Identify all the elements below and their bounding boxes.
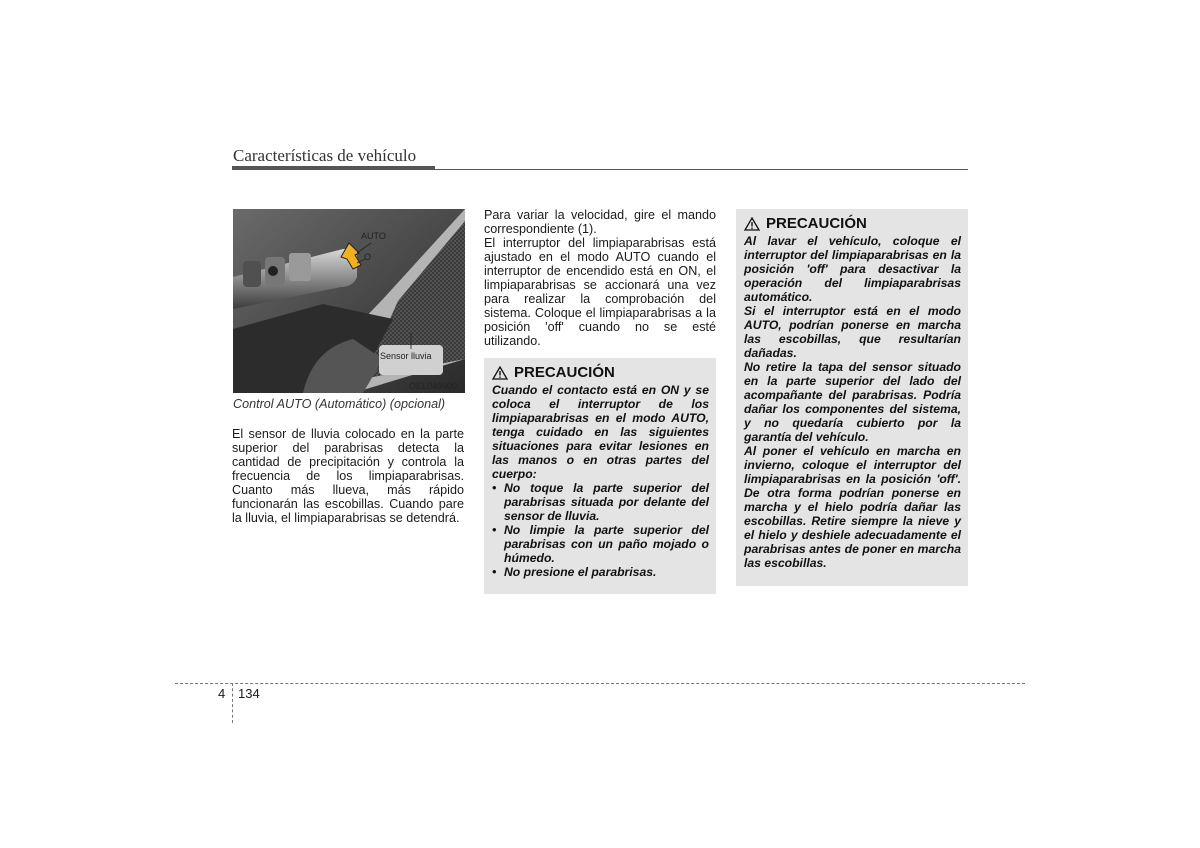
label-sensor: Sensor lluvia xyxy=(380,351,432,361)
column-1-body xyxy=(232,427,464,525)
auto-mode-paragraph: El interruptor del limpiaparabrisas está ajustado en el modo AUTO cuando el interruptor de encendido está en ON, el limpiaparabrisas se accionará una vez para realizar la comprobación del sistema. Coloque el limpiaparabrisas a la posición 'off' cuando no se esté utilizando. xyxy=(484,236,716,348)
chapter-number: 4 xyxy=(218,686,226,701)
caution-paragraph: Al poner el vehículo en marcha en invierno, coloque el interruptor del limpiaparabrisas en la posición 'off'. De otra forma podrían ponerse en marcha y el hielo podría dañar las escobillas. Retire siempre la nieve y el hielo y deshiele adecuadamente el parabrisas antes de poner en marcha las escobillas. xyxy=(744,444,961,570)
header-rule-thick xyxy=(232,166,435,170)
list-item: • No limpie la parte superior del parabrisas con un paño mojado o húmedo. xyxy=(492,523,709,565)
caution-title: PRECAUCIÓN xyxy=(744,217,961,231)
figure-code: OEL049900 xyxy=(409,381,458,391)
caution-list xyxy=(492,481,709,579)
warning-icon xyxy=(492,366,508,380)
caution-title: PRECAUCIÓN xyxy=(492,366,709,380)
caution-box-2 xyxy=(736,209,968,586)
column-2-body xyxy=(484,208,716,348)
wiper-illustration xyxy=(233,209,465,393)
label-auto: AUTO xyxy=(361,231,386,241)
caution-paragraph: Al lavar el vehículo, coloque el interruptor del limpiaparabrisas en la posición 'off' para desactivar la operación del limpiaparabrisas automático. xyxy=(744,234,961,304)
speed-paragraph: Para variar la velocidad, gire el mando correspondiente (1). xyxy=(484,208,716,236)
page-number: 134 xyxy=(238,686,260,701)
rain-sensor-paragraph: El sensor de lluvia colocado en la parte superior del parabrisas detecta la cantidad de precipitación y controla la frecuencia de los limpiaparabrisas. Cuanto más llueva, más rápido funcionarán las escobillas. Cuando pare la lluvia, el limpiaparabrisas se detendrá. xyxy=(232,427,464,525)
caution-paragraph: No retire la tapa del sensor situado en la parte superior del lado del acompañante del parabrisas. Podría dañar los componentes del sistema, y no quedaría cubierto por la garantía del vehículo. xyxy=(744,360,961,444)
wiper-sensor-figure xyxy=(233,209,465,393)
footer-divider xyxy=(232,683,233,723)
page-title: Características de vehículo xyxy=(233,146,417,165)
caution-paragraph: Si el interruptor está en el modo AUTO, podrían ponerse en marcha las escobillas, que resultarían dañadas. xyxy=(744,304,961,360)
list-item: • No toque la parte superior del parabrisas situada por delante del sensor de lluvia. xyxy=(492,481,709,523)
caution-box-1 xyxy=(484,358,716,594)
label-off: O xyxy=(364,252,372,262)
caution-intro: Cuando el contacto está en ON y se coloca el interruptor de los limpiaparabrisas en el modo AUTO, tenga cuidado en las siguientes situaciones para evitar lesiones en las manos o en otras partes del cuerpo: xyxy=(492,383,709,481)
header-rule-thin xyxy=(435,169,968,170)
list-item: • No presione el parabrisas. xyxy=(492,565,709,579)
footer-rule xyxy=(175,683,1025,684)
warning-icon xyxy=(744,217,760,231)
figure-caption: Control AUTO (Automático) (opcional) xyxy=(233,397,446,411)
